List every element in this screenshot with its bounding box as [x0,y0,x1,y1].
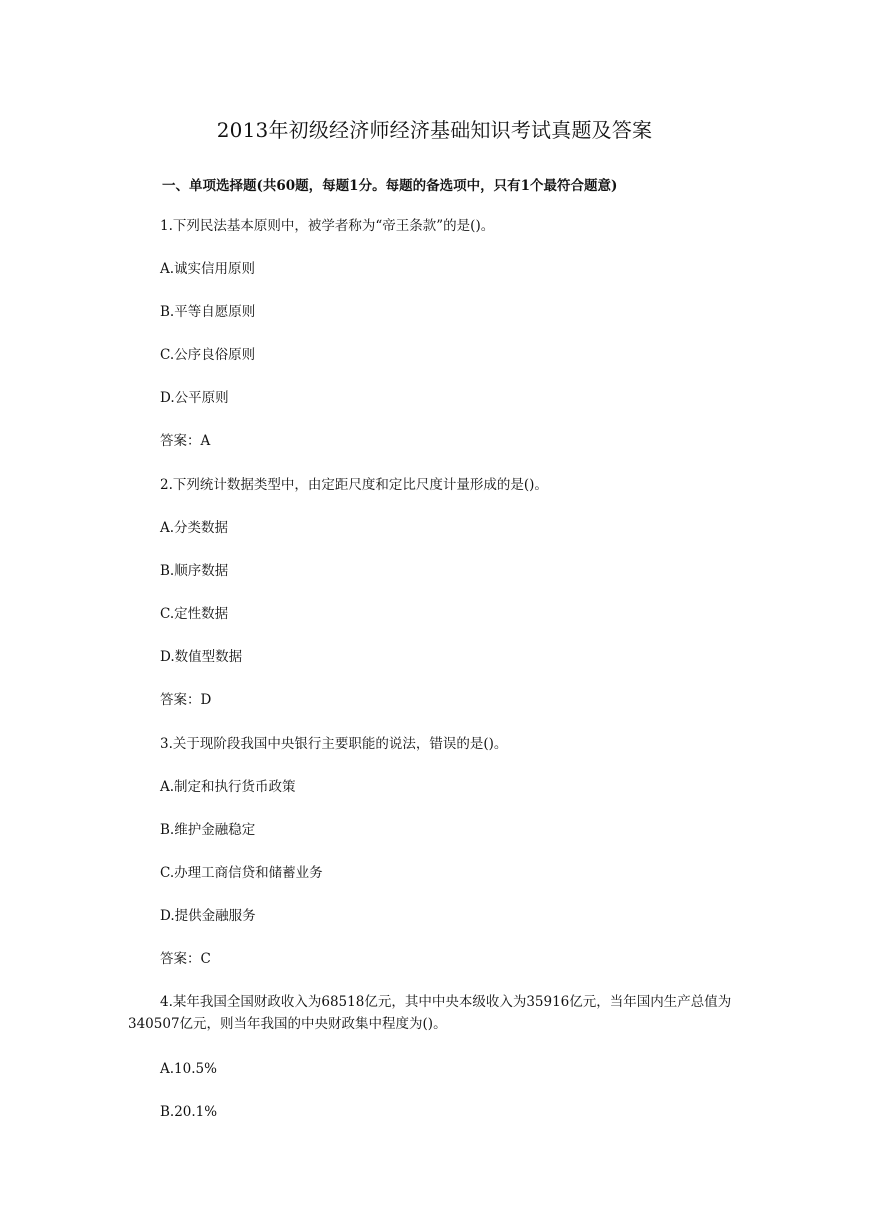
option-c: C.公序良俗原则 [160,347,256,363]
option-d: D.提供金融服务 [160,908,256,924]
option-c: C.定性数据 [160,606,229,622]
option-b: B.20.1% [160,1104,218,1120]
option-c: C.办理工商信贷和储蓄业务 [160,865,323,881]
option-a: A.分类数据 [160,520,229,536]
option-a: A.10.5% [160,1061,217,1077]
section-heading: 一、单项选择题(共60题，每题1分。每题的备选项中，只有1个最符合题意) [162,178,618,194]
document-title: 2013年初级经济师经济基础知识考试真题及答案 [216,118,653,142]
option-b: B.维护金融稳定 [160,822,256,838]
question-stem: 2.下列统计数据类型中，由定距尺度和定比尺度计量形成的是()。 [160,477,548,493]
answer: 答案：C [160,951,211,967]
option-a: A.制定和执行货币政策 [160,779,296,795]
answer: 答案：A [160,433,211,449]
option-b: B.顺序数据 [160,563,229,579]
option-a: A.诚实信用原则 [160,261,256,277]
question-stem: 4.某年我国全国财政收入为68518亿元，其中中央本级收入为35916亿元，当年国内生产总值为340507亿元，则当年我国的中央财政集中程度为()。 [128,994,732,1032]
option-b: B.平等自愿原则 [160,304,256,320]
answer: 答案：D [160,692,212,708]
option-d: D.数值型数据 [160,649,243,665]
question-stem: 3.关于现阶段我国中央银行主要职能的说法，错误的是()。 [160,736,508,752]
question-stem: 1.下列民法基本原则中，被学者称为“帝王条款”的是()。 [160,218,495,234]
option-d: D.公平原则 [160,390,229,406]
